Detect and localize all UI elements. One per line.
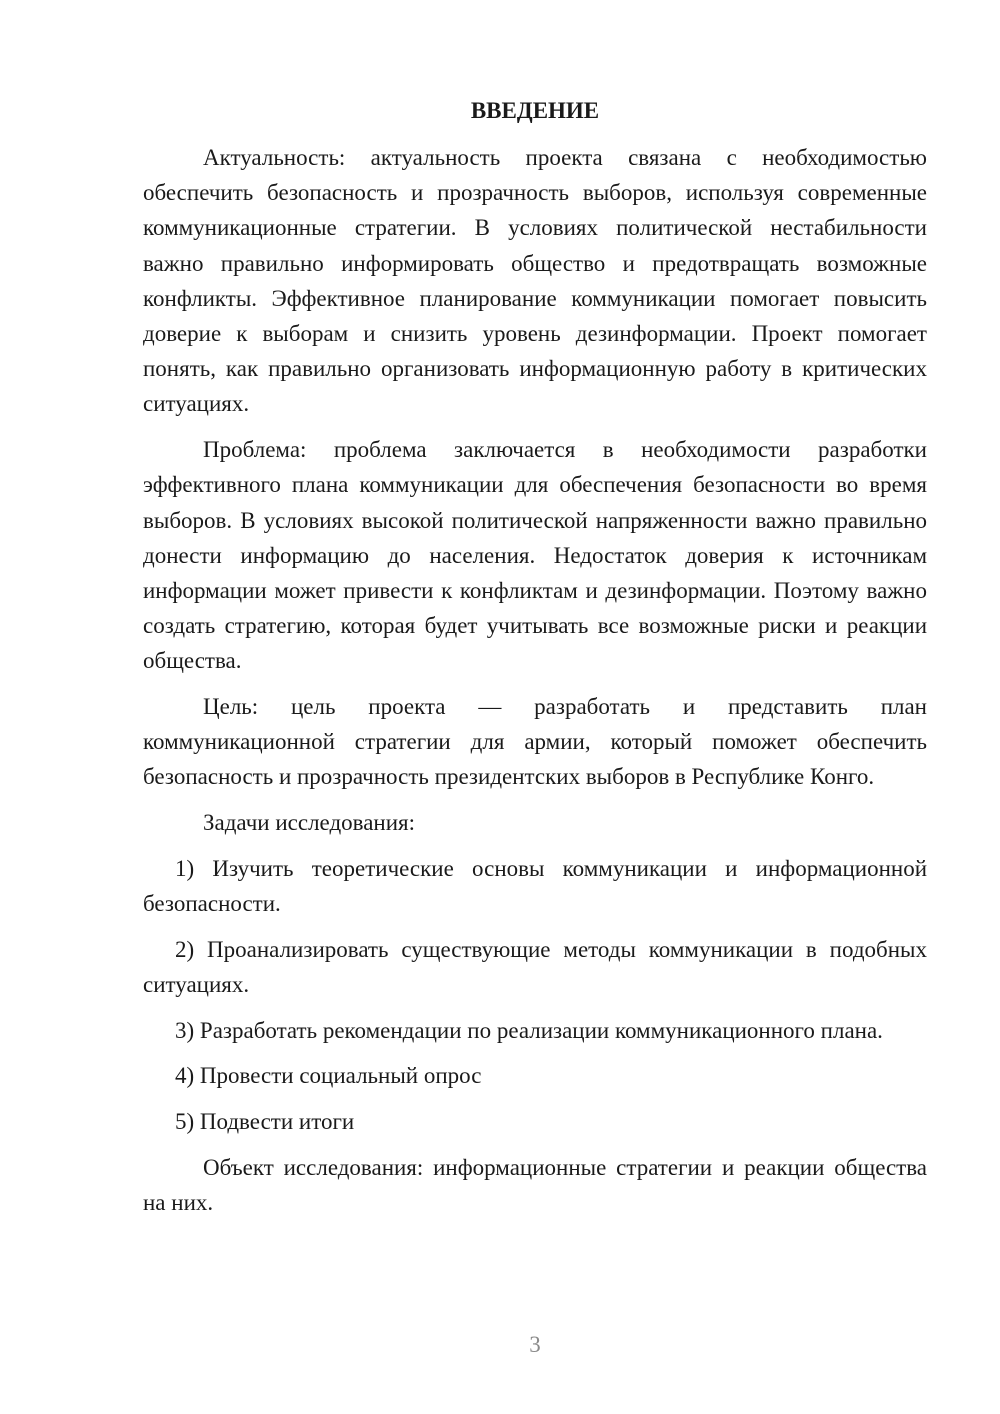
section-heading: ВВЕДЕНИЕ — [470, 98, 600, 123]
task-item-5: 5) Подвести итоги — [175, 1109, 355, 1135]
object-paragraph: Объект исследования: информационные стратегии и реакции общества на них. — [143, 1154, 927, 1215]
task-item-1: 1) Изучить теоретические основы коммуникации и информационной безопасности. — [143, 855, 927, 917]
page-number: 3 — [529, 1332, 541, 1357]
task-item-2: 2) Проанализировать существующие методы коммуникации в подобных ситуациях. — [143, 936, 927, 997]
goal-paragraph: Цель: цель проекта — разработать и представить план коммуникационной стратегии для армии, который поможет обеспечить безопасность и прозрачность президентских выборов в Республике Конго. — [143, 694, 927, 790]
relevance-paragraph: Актуальность: актуальность проекта связана с необходимостью обеспечить безопасность и прозрачность выборов, используя современные коммуникационные стратегии. В условиях политической нестабильности важно правильно информировать общество и предотвращать возможные конфликты. Эффективное планирование коммуникации помогает повысить доверие к выборам и снизить уровень дезинформации. Проект помогает понять, как правильно организовать информационную работу в критических ситуациях. — [143, 145, 927, 417]
problem-paragraph: Проблема: проблема заключается в необходимости разработки эффективного плана коммуникации для обеспечения безопасности во время выборов. В условиях высокой политической напряженности важно правильно донести информацию до населения. Недостаток доверия к источникам информации может привести к конфликтам и дезинформации. Поэтому важно создать стратегию, которая будет учитывать все возможные риски и реакции общества. — [143, 437, 927, 674]
task-item-4: 4) Провести социальный опрос — [175, 1063, 482, 1089]
tasks-title: Задачи исследования: — [203, 810, 416, 836]
task-item-3: 3) Разработать рекомендации по реализации коммуникационного плана. — [175, 1017, 883, 1043]
page-content — [143, 93, 927, 1231]
